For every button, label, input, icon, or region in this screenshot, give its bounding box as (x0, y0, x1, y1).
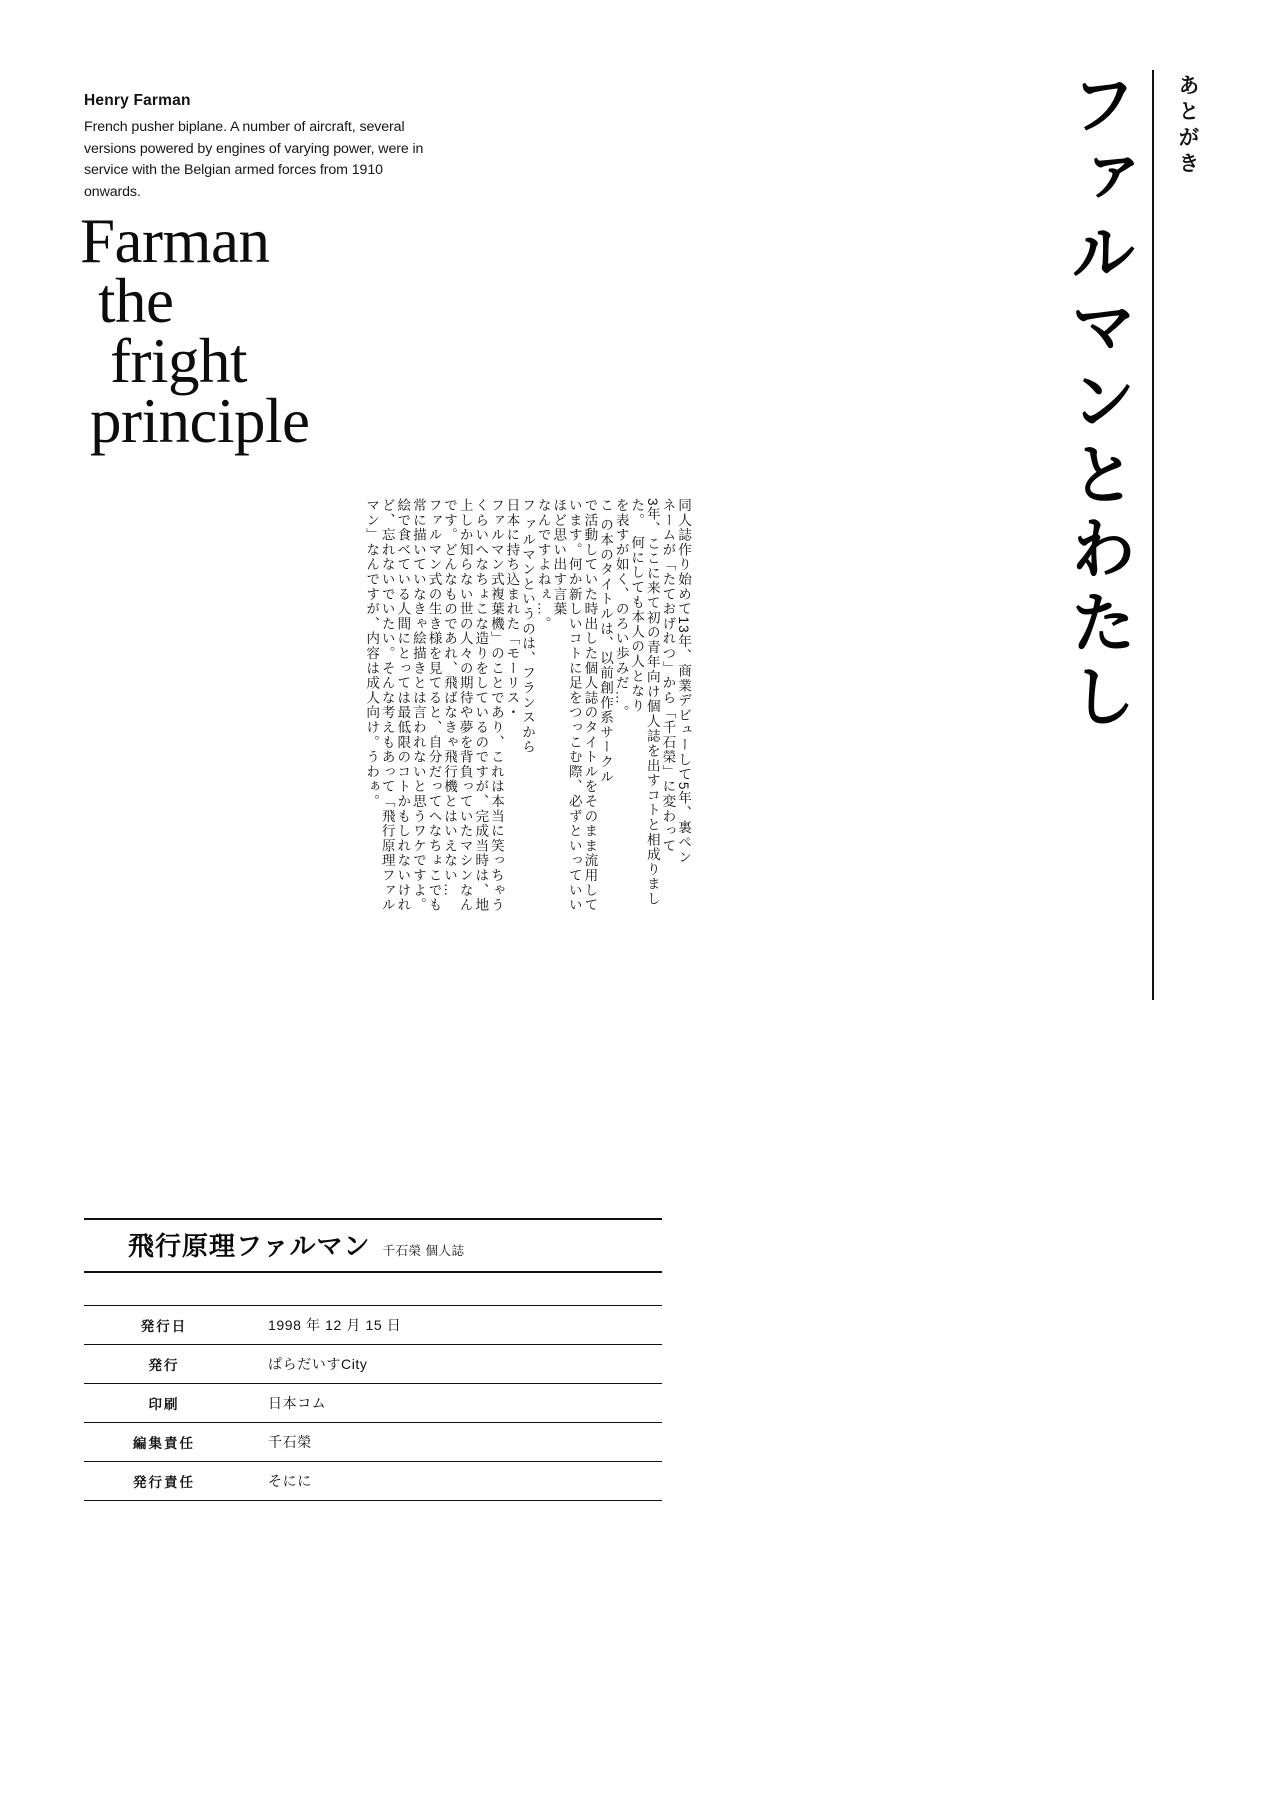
vertical-text-column: 同人誌作り始めて13年、商業デビューして5年、裏ペン (676, 498, 691, 865)
colophon-row-label: 印刷 (148, 1397, 180, 1412)
page-title-line-4: principle (90, 385, 310, 456)
vertical-text-column: マン」なんですが、内容は成人向け。うわぁ。 (364, 498, 380, 809)
vertical-text-column: 絵で食べている人間にとっては最低限のコトかもしれないけれ (395, 498, 411, 913)
colophon-row-value: ぱらだいすCity (268, 1356, 368, 1372)
vertical-text-column: 常に描いていなきゃ絵描きとは言われないと思うワケですよ。 (410, 498, 426, 913)
vertical-heading-block (1060, 70, 1202, 1010)
vertical-text-column: なんですよねぇ…。 (535, 498, 551, 632)
vertical-text-column: 3年、ここに来て初の青年向け個人誌を出すコトと相成りまし (644, 498, 660, 907)
vertical-text-column: 日本に持ち込まれた「モーリス・ (504, 498, 520, 720)
photo-caption-block (84, 92, 424, 203)
vertical-text-column: で活動していた時出した個人誌のタイトルをそのまま流用して (582, 498, 598, 913)
table-row (84, 1423, 662, 1462)
table-row (84, 1345, 662, 1384)
colophon-row-label: 発行責任 (133, 1475, 195, 1490)
vertical-text-column: ファルマン式の生き様を見てると、自分だってへなちょこでも (426, 498, 442, 913)
colophon-row-label: 発行 (148, 1358, 180, 1373)
vertical-heading-main: ファルマンとわたし (1061, 70, 1135, 736)
page-title (80, 206, 500, 456)
vertical-text-column: ネームが「たておげれつ」から「千石榮」に変わって (660, 498, 676, 854)
table-row (84, 1384, 662, 1423)
colophon-block (84, 1218, 662, 1501)
vertical-heading-small: あとがき (1176, 74, 1199, 178)
vertical-text-column: ほど思い出す言葉 (551, 498, 567, 617)
colophon-table (84, 1305, 662, 1501)
table-row (84, 1462, 662, 1501)
vertical-text-column: 上しか知らない世の人々の期待や夢を背負っていたマシンなん (457, 498, 473, 913)
colophon-title-row (84, 1218, 662, 1273)
vertical-text-column: です。どんなものであれ、飛ばなきゃ飛行機とはいえない… (442, 498, 458, 898)
colophon-title: 飛行原理ファルマン (128, 1231, 371, 1261)
page-title-line-2: the (98, 265, 174, 336)
table-row (84, 1306, 662, 1345)
vertical-text-column: ファルマン式複葉機」のことであり、これは本当に笑っちゃう (488, 498, 504, 913)
colophon-row-value: 日本コム (268, 1395, 327, 1411)
vertical-text-column: ど、忘れないでいたい。そんな考えもあって「飛行原理ファル (379, 498, 395, 913)
vertical-text-column: を表すが如く、のろい歩みだ…。 (613, 498, 629, 720)
colophon-row-label: 発行日 (140, 1319, 188, 1334)
vertical-text-column: た。 何にしても本人の人となり (629, 498, 645, 714)
vertical-text-column: こ の本のタイトルは、以前創作系サークル (598, 498, 614, 785)
vertical-text-column: くらいへなちょこな造りをしているのですが、完成当時は、地 (473, 498, 489, 913)
vertical-divider-rule (1152, 70, 1154, 1000)
caption-body: French pusher biplane. A number of aircraft, several versions powered by engines of varying power, were in service with the Belgian armed forces from 1910 onwards. (84, 119, 424, 200)
page-title-line-3: fright (110, 325, 247, 396)
colophon-row-value: 1998 年 12 月 15 日 (268, 1317, 402, 1333)
vertical-body-text (70, 498, 691, 913)
vertical-text-column: フ ァルマンというのは、フランスから (520, 498, 536, 755)
colophon-row-label: 編集責任 (133, 1436, 195, 1451)
caption-title: Henry Farman (84, 92, 191, 109)
vertical-text-column: います。何か新しいコトに足をつっこむ際、必ずといっていい (566, 498, 582, 913)
colophon-row-value: 千石榮 (268, 1434, 312, 1450)
page-title-line-1: Farman (80, 206, 270, 276)
colophon-subtitle: 千石榮 個人誌 (382, 1244, 465, 1258)
colophon-row-value: そにに (268, 1473, 312, 1489)
